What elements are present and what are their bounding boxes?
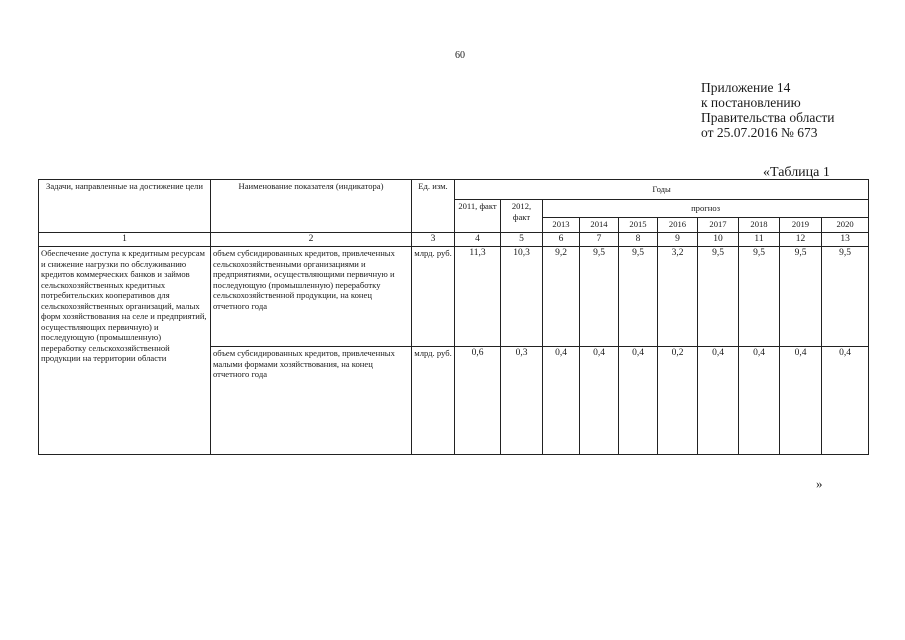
header-task: Задачи, направленные на достижение цели [39,180,211,233]
column-number-row [39,233,869,247]
appendix-header [701,80,834,140]
value-cell: 0,6 [455,347,501,455]
appendix-line: от 25.07.2016 № 673 [701,125,818,140]
table-caption: «Таблица 1 [763,165,830,180]
appendix-line: Приложение 14 [701,80,791,95]
value-cell: 9,5 [698,247,739,347]
value-cell: 0,4 [619,347,658,455]
value-cell: 9,5 [822,247,869,347]
value-cell: 9,5 [739,247,780,347]
value-cell: 9,5 [619,247,658,347]
header-2012: 2012, факт [501,200,543,233]
header-year: 2014 [580,218,619,233]
header-year: 2013 [543,218,580,233]
value-cell: 9,5 [780,247,822,347]
indicator-cell: объем субсидированных кредитов, привлеченных сельскохозяйственными организациями и предприятиями, осуществляющими первичную и последующую (промышленную) переработку сельскохозяйственной продукции, на конец отчетного года [211,247,412,347]
appendix-line: Правительства области [701,110,835,125]
header-year: 2018 [739,218,780,233]
value-cell: 0,4 [543,347,580,455]
header-forecast: прогноз [543,200,869,218]
header-2011: 2011, факт [455,200,501,233]
header-year: 2016 [658,218,698,233]
column-number: 13 [822,233,869,247]
column-number: 6 [543,233,580,247]
value-cell: 0,4 [580,347,619,455]
column-number: 12 [780,233,822,247]
column-number: 8 [619,233,658,247]
task-cell: Обеспечение доступа к кредитным ресурсам и снижение нагрузки по обслуживанию кредитов коммерческих банков и займов сельскохозяйственных кредитных потребительских кооперативов для сельскохозяйственных организаций, малых форм хозяйствования на селе и предприятий, осуществляющих первичную) и последующую (промышленную) переработку сельскохозяйственной продукции на территории области [39,247,211,455]
table-row [39,247,869,347]
value-cell: 3,2 [658,247,698,347]
value-cell: 0,4 [739,347,780,455]
column-number: 4 [455,233,501,247]
unit-cell: млрд. руб. [412,247,455,347]
header-year: 2017 [698,218,739,233]
column-number: 7 [580,233,619,247]
value-cell: 10,3 [501,247,543,347]
header-indicator: Наименование показателя (индикатора) [211,180,412,233]
header-unit: Ед. изм. [412,180,455,233]
header-year: 2019 [780,218,822,233]
column-number: 1 [39,233,211,247]
unit-cell: млрд. руб. [412,347,455,455]
column-number: 3 [412,233,455,247]
page-number: 60 [455,50,465,61]
value-cell: 0,4 [822,347,869,455]
value-cell: 0,3 [501,347,543,455]
appendix-line: к постановлению [701,95,801,110]
header-year: 2015 [619,218,658,233]
closing-quote: » [816,476,823,491]
column-number: 5 [501,233,543,247]
value-cell: 0,2 [658,347,698,455]
value-cell: 9,2 [543,247,580,347]
indicator-cell: объем субсидированных кредитов, привлеченных малыми формами хозяйствования, на конец отчетного года [211,347,412,455]
indicators-table [38,179,869,455]
value-cell: 0,4 [698,347,739,455]
column-number: 9 [658,233,698,247]
column-number: 11 [739,233,780,247]
header-year: 2020 [822,218,869,233]
value-cell: 9,5 [580,247,619,347]
value-cell: 11,3 [455,247,501,347]
header-years: Годы [455,180,869,200]
column-number: 10 [698,233,739,247]
value-cell: 0,4 [780,347,822,455]
column-number: 2 [211,233,412,247]
